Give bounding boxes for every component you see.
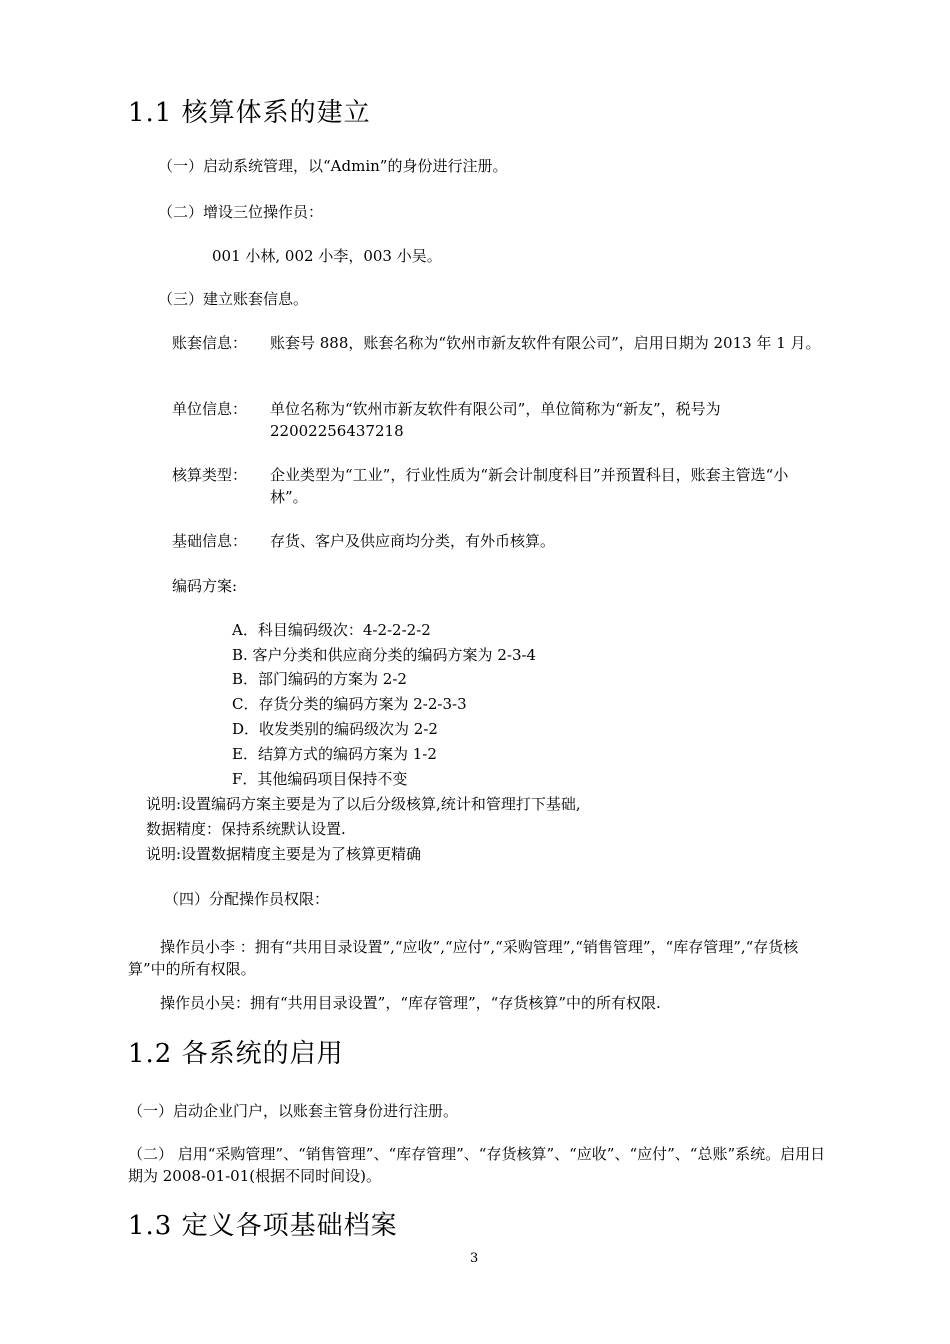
coding-item-d: D．收发类别的编码级次为 2-2 <box>232 720 438 738</box>
s12-step-2: （二） 启用“采购管理”、“销售管理”、“库存管理”、“存货核算”、“应收”、“应付”、“总账”系统。启用日期为 2008-01-01(根据不同时间设)。 <box>128 1145 826 1185</box>
step-3-text: （三）建立账套信息。 <box>158 290 309 308</box>
note-precision: 说明:设置数据精度主要是为了核算更精确 <box>146 845 422 863</box>
step-2-text: （二）增设三位操作员： <box>158 203 324 221</box>
coding-item-f: F．其他编码项目保持不变 <box>232 770 408 788</box>
data-precision: 数据精度：保持系统默认设置. <box>146 820 346 838</box>
coding-item-b1: B. 客户分类和供应商分类的编码方案为 2-3-4 <box>232 646 537 664</box>
coding-item-b2: B．部门编码的方案为 2-2 <box>232 670 407 688</box>
perm-xiaowu: 操作员小吴：拥有“共用目录设置”，“库存管理”，“存货核算”中的所有权限. <box>160 994 661 1012</box>
unit-info-value: 单位名称为“钦州市新友软件有限公司”，单位简称为“新友”，税号为 22002256437218 <box>270 400 721 440</box>
unit-info-label: 单位信息： <box>172 400 248 418</box>
operators-list: 001 小林, 002 小李，003 小吴。 <box>212 247 442 265</box>
account-info-value: 账套号 888，账套名称为“钦州市新友软件有限公司”，启用日期为 2013 年 1 月。 <box>270 334 821 352</box>
section-1-2-heading: 1.2 各系统的启用 <box>128 1039 344 1069</box>
base-info-label: 基础信息： <box>172 532 248 550</box>
section-1-1-heading: 1.1 核算体系的建立 <box>128 98 371 128</box>
base-info-value: 存货、客户及供应商均分类，有外币核算。 <box>270 532 556 550</box>
step-1-text: （一）启动系统管理，以“Admin”的身份进行注册。 <box>158 157 508 175</box>
coding-scheme-label: 编码方案: <box>172 577 238 595</box>
page-number: 3 <box>470 1251 479 1266</box>
section-1-3-heading: 1.3 定义各项基础档案 <box>128 1211 398 1241</box>
s12-step-1: （一）启动企业门户，以账套主管身份进行注册。 <box>128 1102 459 1120</box>
account-info-label: 账套信息： <box>172 334 248 352</box>
note-coding: 说明:设置编码方案主要是为了以后分级核算,统计和管理打下基础, <box>146 795 581 813</box>
accounting-type-value: 企业类型为“工业”，行业性质为“新会计制度科目”并预置科目，账套主管选“小林”。 <box>270 466 789 506</box>
coding-item-a: A．科目编码级次：4-2-2-2-2 <box>232 621 431 639</box>
coding-item-c: C．存货分类的编码方案为 2-2-3-3 <box>232 695 467 713</box>
coding-item-e: E．结算方式的编码方案为 1-2 <box>232 745 437 763</box>
perm-xiaoli: 操作员小李 ：拥有“共用目录设置”,“应收”,“应付”,“采购管理”,“销售管理”，“库存管理”,“存货核算”中的所有权限。 <box>128 938 799 978</box>
accounting-type-label: 核算类型： <box>172 466 248 484</box>
step-4-text: （四）分配操作员权限： <box>164 890 330 908</box>
